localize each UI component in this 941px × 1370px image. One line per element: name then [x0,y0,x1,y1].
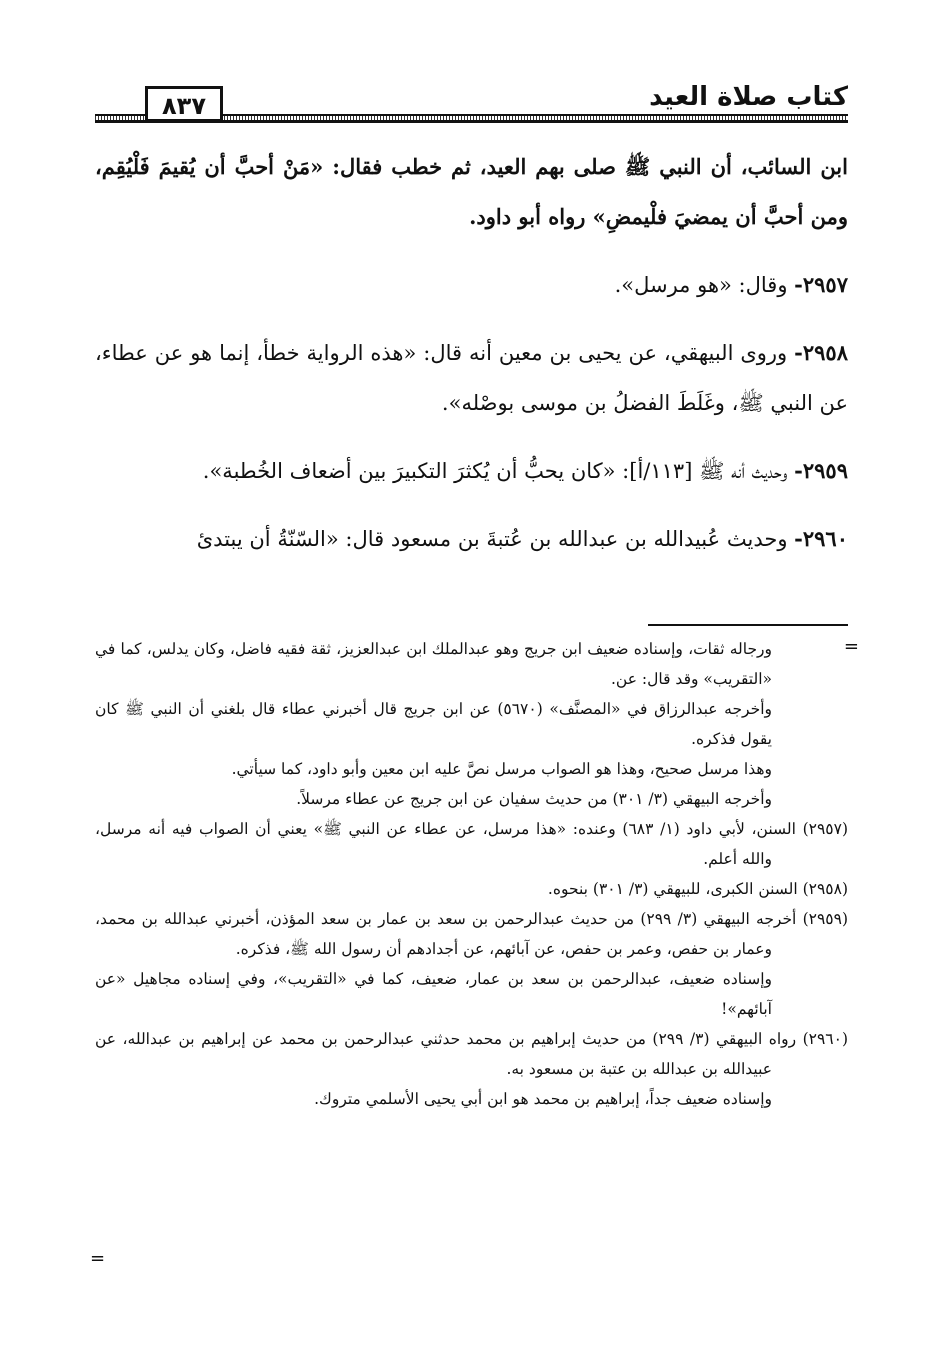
footnote-2957: (٢٩٥٧) السنن، لأبي داود (١/ ٦٨٣) وعنده: «هذا مرسل، عن عطاء عن النبي ﷺ» يعني أن الصواب فيه أنه مرسل، والله أعلم. [95,820,849,868]
hadith-number: ٢٩٥٨- [794,340,848,365]
paragraph-2957 [95,260,848,310]
page-header [95,80,848,124]
footnote-line: وأخرجه البيهقي (٣/ ٣٠١) من حديث سفيان عن ابن جريج عن عطاء مرسلاً. [296,790,772,808]
footnote-2960: (٢٩٦٠) رواه البيهقي (٣/ ٢٩٩) من حديث إبراهيم بن محمد حدثني عبدالرحمن بن محمد عن إبراهيم بن عبدالله، عن عبيدالله بن عبدالله بن عتبة بن مسعود به. [95,1030,849,1078]
footnote-line: وإسناده ضعيف، عبدالرحمن بن سعد بن عمار، ضعيف، كما في «التقريب»، وفي إسناده مجاهيل «عن آبائهم»! [95,970,772,1018]
paragraph-text: ابن السائب، أن النبي ﷺ صلى بهم العيد، ثم خطب فقال: «مَنْ أحبَّ أن يُقيمَ فَلْيُقِم، ومن أحبَّ أن يمضيَ فلْيمضِ» رواه أبو داود. [95,154,848,229]
hadith-number: ٢٩٥٩- [794,458,848,483]
footnote-line: وأخرجه عبدالرزاق في «المصنَّف» (٥٦٧٠) عن ابن جريج قال أخبرني عطاء قال بلغني أن النبي ﷺ كان يقول فذكره. [95,700,772,748]
hadith-number: ٢٩٥٧- [794,272,848,297]
footnote-2958: (٢٩٥٨) السنن الكبرى، للبيهقي (٣/ ٣٠١) بنحوه. [547,880,848,898]
hadith-number: ٢٩٦٠- [794,526,848,551]
book-title: كتاب صلاة العيد [649,82,848,112]
page-number: ٨٣٧ [145,86,223,122]
paragraph-2960 [95,514,848,564]
footnote-divider [648,624,848,626]
paragraph-2958 [95,328,848,428]
paragraph-text: وقال: «هو مرسل». [614,273,788,297]
paragraph-text: وروى البيهقي، عن يحيى بن معين أنه قال: «هذه الرواية خطأ، إنما هو عن عطاء، عن النبي ﷺ، وغَلَطَ الفضلُ بن موسى بوصْله». [95,341,848,415]
paragraph-text: وحديث أنه ﷺ [١١٣/أ]: «كان يحبُّ أن يُكثرَ التكبيرَ بين أضعاف الخُطبة». [202,459,788,483]
footnotes [95,634,848,1114]
paragraph-continued [95,142,848,242]
footnote-line: وإسناده ضعيف جداً، إبراهيم بن محمد هو ابن أبي يحيى الأسلمي متروك. [314,1090,772,1108]
continuation-mark-bottom: = [90,1248,106,1269]
footnote-line: ورجاله ثقات، وإسناده ضعيف ابن جريج وهو عبدالملك ابن عبدالعزيز، ثقة فقيه فاضل، وكان يدلس، كما في «التقريب» وقد قال: عن. [95,640,772,688]
footnote-line: وهذا مرسل صحيح، وهذا هو الصواب مرسل نصَّ عليه ابن معين وأبو داود، كما سيأتي. [231,760,772,778]
paragraph-text: وحديث عُبيدالله بن عبدالله بن عُتبةَ بن مسعود قال: «السّنّةُ أن يبتدئ [196,527,788,551]
main-text [95,142,848,564]
continuation-mark-top: = [843,636,859,657]
paragraph-2959 [95,446,848,496]
footnote-2959: (٢٩٥٩) أخرجه البيهقي (٣/ ٢٩٩) من حديث عبدالرحمن بن سعد بن عمار بن سعد المؤذن، أخبرني عبدالله بن محمد، وعمار بن حفص، وعمر بن حفص، عن آبائهم، عن أجدادهم أن رسول الله ﷺ، فذكره. [95,910,848,958]
